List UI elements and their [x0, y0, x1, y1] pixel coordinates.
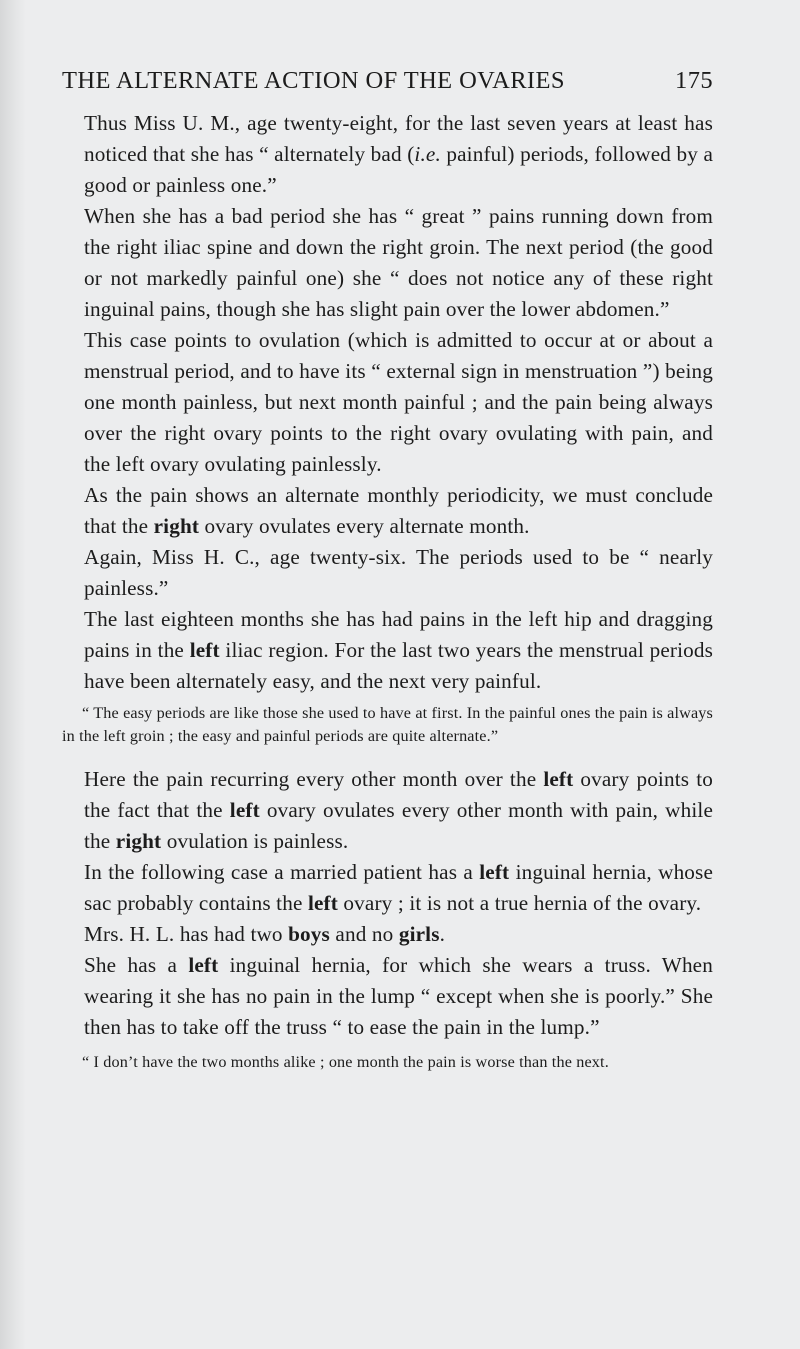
book-page [62, 64, 713, 1090]
text-run: painful) periods, followed by a good or painless one.” [84, 142, 713, 197]
block-quote-easy-periods: “ The easy periods are like those she used to have at first. In the painful ones the pain is always in the left groin ; the easy and painful periods are quite alternate.” [62, 704, 713, 745]
page-gutter-shadow [0, 0, 26, 1349]
text-run: iliac region. For the last two years the menstrual periods have been alternately easy, and the next very painful. [84, 638, 713, 693]
text-run: Thus Miss U. M., age twenty-eight, for the last seven years at least has noticed that she has “ alternately bad ( [84, 111, 713, 166]
paragraph-left-ovary-conclusion [62, 764, 713, 857]
bold-term: left [189, 638, 220, 662]
text-run: The last eighteen months she has had pains in the left hip and dragging pains in the [84, 607, 713, 662]
running-header [62, 64, 713, 98]
bold-term: girls [398, 922, 440, 946]
bold-term: left [188, 953, 219, 977]
bold-term: right [115, 829, 162, 853]
text-run: inguinal hernia, whose sac probably contains the [84, 860, 714, 915]
text-run: Here the pain recurring every other month over the [84, 767, 544, 791]
text-run: ovary ovulates every other month with pain, while the [84, 798, 713, 853]
bold-term: left [229, 798, 260, 822]
body-text [62, 108, 713, 1074]
paragraph-bad-period: When she has a bad period she has “ great ” pains running down from the right iliac spine and down the right groin. The next period (the good or not markedly painful one) she “ does not notice any of these right inguinal pains, though she has slight pain over the lower abdomen.” [84, 204, 713, 321]
bold-term: left [307, 891, 338, 915]
text-run: As the pain shows an alternate monthly periodicity, we must conclude that the [84, 483, 713, 538]
block-quote-two-months: “ I don’t have the two months alike ; one month the pain is worse than the next. [82, 1053, 609, 1071]
text-run: and no [329, 922, 399, 946]
bold-term: left [543, 767, 574, 791]
text-run: . [439, 922, 446, 946]
paragraph-case-um [62, 108, 713, 201]
text-run: ovary ovulates every alternate month. [199, 514, 530, 538]
bold-term: right [153, 514, 200, 538]
paragraph-truss [62, 950, 713, 1043]
text-run: ovary ; it is not a true hernia of the ovary. [337, 891, 702, 915]
text-run: ovulation is painless. [161, 829, 349, 853]
text-run: In the following case a married patient has a [84, 860, 480, 884]
paragraph-alternate-periodicity [62, 480, 713, 542]
text-run: Mrs. H. L. has had two [84, 922, 289, 946]
bold-term: boys [288, 922, 330, 946]
paragraph-case-hc: Again, Miss H. C., age twenty-six. The periods used to be “ nearly painless.” [84, 545, 713, 600]
text-run: ovary points to the fact that the [84, 767, 713, 822]
bold-term: left [479, 860, 510, 884]
text-run: inguinal hernia, for which she wears a truss. When wearing it she has no pain in the lump “ except when she is poorly.” She then has to take off the truss “ to ease the pain in the lump.” [84, 953, 713, 1039]
running-title: THE ALTERNATE ACTION OF THE OVARIES [62, 67, 565, 94]
italic-ie: i.e. [414, 142, 441, 166]
page-number: 175 [675, 67, 713, 94]
paragraph-hernia-case [62, 857, 713, 919]
paragraph-left-hip-pains [62, 604, 713, 697]
paragraph-ovulation-point: This case points to ovulation (which is admitted to occur at or about a menstrual period, and to have its “ external sign in menstruation ”) being one month painless, but next month painful ; and the pain being always over the right ovary points to the right ovary ovulating with pain, and the left ovary ovulating painlessly. [84, 328, 713, 476]
paragraph-case-hl [62, 919, 713, 950]
text-run: She has a [84, 953, 189, 977]
